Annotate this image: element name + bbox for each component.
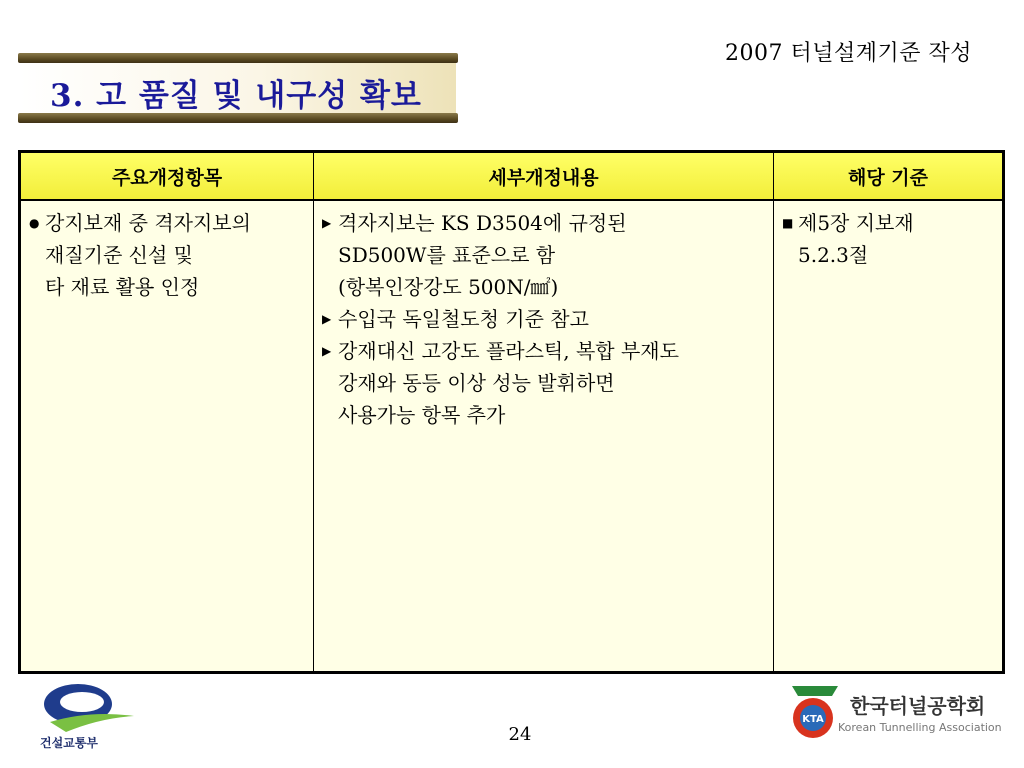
triangle-bullet-icon: ▶: [322, 344, 332, 358]
column-header-main-items: 주요개정항목: [21, 153, 314, 201]
column-header-standard: 해당 기준: [774, 153, 1002, 201]
item-text-line: 5.2.3절: [798, 243, 869, 267]
item-text-line: 수입국 독일철도청 기준 참고: [338, 307, 589, 331]
item-text-line: SD500W를 표준으로 함: [338, 243, 556, 267]
list-item: [320, 303, 767, 335]
list-item: [320, 207, 767, 303]
bullet-dot-icon: ●: [29, 216, 40, 230]
triangle-bullet-icon: ▶: [322, 312, 332, 326]
revision-table: [18, 150, 1005, 674]
title-bar-top: [18, 53, 458, 63]
kta-logo-name: 한국터널공학회: [850, 694, 986, 718]
document-subtitle: 2007 터널설계기준 작성: [725, 41, 972, 66]
kta-logo-subtitle: Korean Tunnelling Association: [838, 721, 1002, 734]
list-item: [780, 207, 996, 271]
item-text-line: 제5장 지보재: [798, 211, 914, 235]
item-text-line: (항복인장강도 500N/㎟): [338, 275, 559, 299]
column-header-details: 세부개정내용: [314, 153, 774, 201]
item-text-line: 강재대신 고강도 플라스틱, 복합 부재도: [338, 339, 679, 363]
list-item: [27, 207, 307, 303]
item-text-line: 강지보재 중 격자지보의: [45, 211, 251, 235]
square-bullet-icon: ■: [782, 216, 794, 230]
slide-title: 3. 고 품질 및 내구성 확보: [50, 78, 422, 114]
standard-cell: [774, 201, 1002, 671]
item-text-line: 격자지보는 KS D3504에 규정된: [338, 211, 627, 235]
list-item: [320, 335, 767, 431]
kta-mark-text: KTA: [802, 714, 824, 725]
triangle-bullet-icon: ▶: [322, 216, 332, 230]
ministry-logo-text: 건설교통부: [40, 736, 98, 750]
main-items-cell: [21, 201, 314, 671]
item-text-line: 사용가능 항목 추가: [338, 403, 506, 427]
page-number: 24: [508, 724, 532, 745]
item-text-line: 타 재료 활용 인정: [45, 275, 200, 299]
details-cell: [314, 201, 774, 671]
item-text-line: 강재와 동등 이상 성능 발휘하면: [338, 371, 615, 395]
item-text-line: 재질기준 신설 및: [45, 243, 193, 267]
